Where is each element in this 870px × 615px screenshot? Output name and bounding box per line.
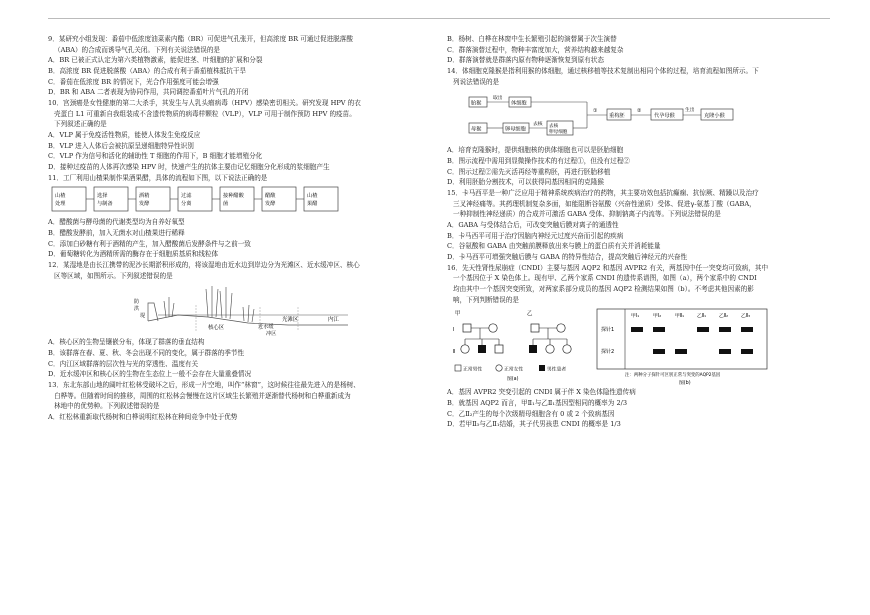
blot-band-probe1-col1 [631, 327, 643, 332]
family-b-label: 乙 [527, 311, 533, 318]
q16-option-b: B．就基因 AQP2 而言，甲Ⅱ₁与乙Ⅱ₁基因型相同的概率为 2/3 [447, 399, 628, 408]
family-a-label: 甲 [455, 311, 461, 318]
q14-cloning-flowchart [447, 87, 829, 145]
q12-option-a: A．核心区的生物呈镶嵌分布，体现了群落的垂直结构 [48, 338, 205, 347]
q14-option-c: C．图示过程②需先灭活再经等重构胚，再进行胚胎移植 [447, 167, 611, 176]
q15-option-b: B．卡马西平可用于治疗因脑内神经元过度兴奋而引起的疾病 [447, 231, 624, 240]
q11-option-c: C．添加白砂糖有利于酒精的产生，加入醋酸菌后发酵条件与之前一致 [48, 239, 251, 248]
q12-wetland-svg [48, 281, 378, 337]
blot-note: 注：两种分子探针可区别正常与突变的AQP2基因 [625, 373, 721, 379]
q13-option-d: D．群落演替就是群落内原有物种逐渐恢复到原有状态 [447, 56, 604, 65]
question-11 [48, 173, 438, 260]
b-i2-normal-female [557, 324, 565, 332]
arrow-label-enucleate: 去核 [533, 122, 543, 128]
label-buffer: 近水缓 [258, 324, 274, 331]
q9-option-c: C．番茄在低浓度 BR 的情况下，光合作用强度可能会增强 [48, 77, 219, 86]
q13-stem: 13．东北东部山地的阔叶红松林受破坏之后，形成一片空地，叫作“林窗”，这时候往往最先进入的是杨树、 [48, 381, 360, 390]
flow-step-2-text: 选择 [97, 193, 108, 200]
legend-normal-male-symbol [455, 365, 461, 371]
label-dam: 防 [134, 299, 140, 306]
q16-stem: 16．先天性肾性尿崩症（CNDI）主要与基因 AQP2 和基因 AVPR2 有关，两基因中任一突变均可致病，其中 [447, 263, 769, 272]
legend-normal-male: 正常男性 [463, 367, 483, 373]
q15-option-a: A．GABA 与受体结合后，可改变突触后膜对离子的通透性 [447, 221, 619, 230]
question-14 [447, 66, 829, 188]
probe-1-label: 探针1 [601, 327, 615, 334]
b-ii1-affected-male [529, 345, 537, 353]
blot-band-probe1-col4 [697, 327, 709, 332]
blot-column-3: 甲Ⅱ₁ [675, 314, 685, 320]
flow-step-6-text: 发酵 [265, 201, 276, 208]
flow-step-3 [136, 187, 170, 211]
q15-stem-2: 三叉神经痛等。其药理机制复杂多面，如能阻断谷氨酸（兴奋性递质）受体、促进γ-氨基丁酸（GABA， [453, 199, 756, 208]
q14-stem: 14．体细胞克隆猴是指利用猴的体细胞，通过核移植等技术复制出相同个体的过程，培育流程如图所示。下 [447, 67, 759, 76]
q11-flow-svg [48, 183, 348, 217]
q12-stem-2: 区等区域，如图所示。下列叙述错误的是 [54, 271, 173, 280]
b-i1-normal-male [531, 324, 539, 332]
flow-step-6 [262, 187, 296, 211]
question-10 [48, 98, 438, 173]
q16-stem-3: 均由其中一个基因突变所致，对两家系部分成员的基因 AQP2 检测结果如图（b）。不考虑其他因素的影 [453, 285, 754, 294]
step-2-mark: ② [637, 108, 642, 115]
flow-step-5-text: 接种醋酸 [223, 193, 244, 200]
q11-option-b: B．醋酸发酵前，加入无菌水对山楂果进行稀释 [48, 229, 185, 238]
flow-step-1-text: 山楂 [55, 193, 66, 200]
a-i2-normal-female [489, 324, 497, 332]
a-ii1-female [461, 345, 469, 353]
caption-b: 图(b) [679, 381, 691, 387]
a-ii3-normal-male [495, 345, 503, 353]
probe-2-label: 探针2 [601, 349, 615, 356]
q9-option-a: A．BR 已被正式认定为第六类植物激素，能促进茎、叶细胞的扩展和分裂 [48, 56, 263, 65]
q10-option-b: B．VLP 进入人体后会被抗原呈递细胞特异性识别 [48, 141, 194, 150]
flow-step-7-text: 山楂 [307, 193, 318, 200]
flow-step-3-text: 酒精 [139, 193, 150, 200]
b-ii3-female [563, 345, 571, 353]
node-enucleated-oocyte-label-2: 卵母细胞 [549, 130, 568, 136]
blot-column-2: 甲Ⅰ₂ [653, 314, 662, 320]
header-rule [48, 18, 830, 19]
question-12 [48, 260, 438, 380]
flow-step-5 [220, 187, 254, 211]
blot-column-6: 乙Ⅱ₃ [741, 314, 751, 320]
family-a-gen1: Ⅰ [453, 327, 455, 334]
q13-option-c: C．群落演替过程中，物种丰富度加大，营养结构越来越复杂 [447, 45, 624, 54]
b-ii2-female [546, 345, 554, 353]
q15-option-c: C．谷氨酸和 GABA 由突触前膜释放出来与膜上的蛋白质有关并消耗能量 [447, 242, 661, 251]
q16-figure-svg [447, 305, 787, 387]
q16-stem-2: 一个基因位于 X 染色体上。现有甲、乙两个家系 CNDI 的遗传系谱图，如图（a），两个家系中的 CNDI [453, 274, 757, 283]
q12-option-c: C．内江区域群落的层次性与光的穿透性、温度有关 [48, 359, 199, 368]
q11-flow-diagram [48, 183, 438, 217]
legend-normal-female: 正常女性 [504, 367, 524, 373]
q16-stem-4: 响，下列判断错误的是 [453, 295, 519, 304]
q15-option-d: D．卡马西平可增强突触后膜与 GABA 的特异性结合，提高突触后神经元的兴奋性 [447, 253, 688, 262]
q9-option-b: B．高浓度 BR 促进脱落酸（ABA）的合成有利于番茄植株抵抗干旱 [48, 67, 247, 76]
step-1-mark: ① [593, 108, 598, 115]
a-i1-normal-male [463, 324, 471, 332]
q16-option-a: A．基因 AVPR2 突变引起的 CNDI 属于伴 X 染色体隐性遗传病 [447, 388, 636, 397]
q10-stem: 10．宫颈癌是女性健康的第二大杀手，其发生与人乳头瘤病毒（HPV）感染密切相关。研究发现 HPV 的衣 [48, 99, 361, 108]
flow-step-4 [178, 187, 212, 211]
label-core: 核心区 [208, 325, 225, 332]
q13-option-a: A．红松林重新取代杨树和白桦说明红松林在种间竞争中处于优势 [48, 413, 238, 422]
arrow-label-born: 生出 [685, 108, 695, 114]
question-13 [48, 380, 438, 423]
q15-stem-3: 一种抑制性神经递质）的合成并可激活 GABA 受体、抑制钠离子内流等。下列说法错误的是 [453, 210, 721, 219]
blot-column-1: 甲Ⅰ₁ [631, 314, 640, 320]
blot-column-4: 乙Ⅱ₁ [697, 314, 707, 320]
q12-option-b: B．该群落在春、夏、秋、冬会出现不同的变化，属于群落的季节性 [48, 349, 245, 358]
flow-step-6-text: 醋酸 [265, 193, 276, 200]
q16-pedigree-and-blot [447, 305, 829, 387]
q13-option-b: B．杨树、白桦在林窗中生长繁殖引起的演替属于次生演替 [447, 35, 617, 43]
q12-stem: 12．某湿地是由长江携带的泥沙长期淤积形成的，将该湿地由近水边到岸边分为光滩区、近水缓冲区、核心 [48, 261, 360, 270]
node-enucleated-oocyte-label: 去核 [549, 124, 559, 130]
node-mother-monkey-label: 母猴 [471, 126, 482, 133]
question-16 [447, 263, 829, 430]
flow-step-4-text: 分离 [181, 201, 192, 208]
node-surrogate-label: 代孕母猴 [654, 113, 675, 120]
q16-option-c: C．乙Ⅱ₂产生的每个次级精母细胞含有 0 或 2 个致病基因 [447, 409, 615, 418]
node-fetal-monkey-label: 胎猴 [471, 100, 482, 107]
q9-stem-2: （ABA）的合成而诱导气孔关闭。下列有关说法错误的是 [54, 45, 221, 54]
q16-option-d: D．若甲Ⅱ₃与乙Ⅱ₁结婚，其子代男孩患 CNDI 的概率是 1/3 [447, 420, 621, 429]
node-somatic-cell-label: 体细胞 [511, 100, 527, 107]
q10-option-d: D．接种过疫苗的人体再次感染 HPV 时，快速产生的抗体主要由记忆细胞分化形成的浆细胞产生 [48, 163, 330, 172]
label-dam-3: 堤 [140, 313, 146, 320]
q13-stem-2: 白桦等。但随着时间的推移，周围的红松林会慢慢在这片区域生长繁殖并逐渐替代杨树和白桦重新成为 [54, 391, 351, 400]
node-reconstructed-embryo-label: 重构胚 [609, 113, 625, 120]
blot-column-5: 乙Ⅱ₂ [719, 314, 729, 320]
q9-stem: 9．某研究小组发现：番茄中低浓度油菜素内酯（BR）可促进气孔张开，但高浓度 BR 可通过促进脱落酸 [48, 35, 353, 43]
q12-wetland-figure [48, 281, 438, 337]
blot-band-probe2-col2 [653, 349, 665, 354]
blot-band-probe1-col5 [719, 327, 731, 332]
left-column [48, 34, 438, 423]
flow-step-7-text: 果醋 [307, 201, 318, 208]
q12-option-d: D．近水缓冲区和核心区的生物在生态位上一般不会存在大量重叠情况 [48, 370, 252, 379]
blot-band-probe1-col2 [653, 327, 665, 332]
q10-stem-2: 壳蛋白 L1 可重新自我组装成不含遗传物质的病毒样颗粒（VLP），VLP 可用于制作预防 HPV 的疫苗。 [54, 109, 356, 118]
legend-affected-male: 男性患者 [547, 367, 567, 373]
q11-option-a: A．醋酸菌与酵母菌的代谢类型均为自养好氧型 [48, 218, 185, 227]
q10-option-a: A．VLP 属于免疫活性物质，能使人体发生免疫反应 [48, 131, 201, 140]
blot-band-probe1-col6 [741, 327, 753, 332]
q9-option-d: D．BR 和 ABA 二者表现为协同作用，共同调控番茄叶片气孔的开闭 [48, 88, 249, 97]
family-a-gen2: Ⅱ [453, 349, 456, 356]
flow-step-1 [52, 187, 86, 211]
q14-flow-svg [447, 87, 747, 145]
flow-step-3-text: 发酵 [139, 201, 150, 208]
reed-plants [164, 286, 254, 322]
label-dam-2: 洪 [134, 306, 140, 313]
caption-a: 图(a) [507, 377, 519, 383]
blot-band-probe2-col5 [719, 349, 731, 354]
node-oocyte-label: 卵母细胞 [505, 126, 526, 133]
flow-step-5-text: 菌 [223, 201, 229, 208]
q10-stem-3: 下列叙述正确的是 [54, 120, 107, 129]
question-15 [447, 188, 829, 263]
q14-option-d: D．利用胚胎分割技术，可以获得同基因相同的克隆猴 [447, 178, 604, 187]
a-ii2-affected-male [478, 345, 486, 353]
q10-option-c: C．VLP 作为信号和活化的辅助性 T 细胞的作用下，B 细胞才能增殖分化 [48, 152, 263, 161]
label-flat: 光滩区 [282, 317, 299, 324]
q13-stem-3: 林地中的优势种。下列叙述错误的是 [54, 402, 160, 411]
label-river: 内江 [328, 317, 339, 324]
question-9 [48, 34, 438, 98]
flow-step-7 [304, 187, 338, 211]
question-13-continued [447, 34, 829, 66]
flow-step-2-text: 与制备 [97, 201, 113, 208]
q15-stem: 15．卡马西平是一种广泛应用于精神系统疾病治疗的药物，其主要功效包括抗癫痫、抗惊厥、精躁以及治疗 [447, 189, 759, 198]
blot-band-probe2-col3 [675, 349, 687, 354]
right-column [447, 34, 829, 430]
label-buffer-2: 冲区 [266, 331, 277, 338]
q11-stem: 11．工厂利用山楂果制作果酒果醋，具体的流程如下图，以下说法正确的是 [48, 173, 268, 182]
node-clone-monkey-label: 克隆小猴 [704, 113, 725, 120]
blot-band-probe2-col6 [741, 349, 753, 354]
legend-affected-male-symbol [539, 365, 545, 371]
arrow-label-take: 取出 [493, 96, 503, 102]
q14-option-b: B．图示流程中需用到显微操作技术的有过程①，但没有过程② [447, 157, 630, 166]
flow-step-1-text: 处理 [55, 201, 66, 208]
q14-option-a: A．培育克隆猴时，提供细胞核的供体细胞也可以是胚胎细胞 [447, 146, 624, 155]
q14-stem-2: 列说法错误的是 [453, 77, 500, 86]
q11-option-d: D．葡萄糖转化为酒精所需的酶存在于细胞质基质和线粒体 [48, 250, 219, 259]
flow-step-4-text: 过滤 [181, 193, 192, 200]
legend-normal-female-symbol [496, 365, 502, 371]
flow-step-2 [94, 187, 128, 211]
